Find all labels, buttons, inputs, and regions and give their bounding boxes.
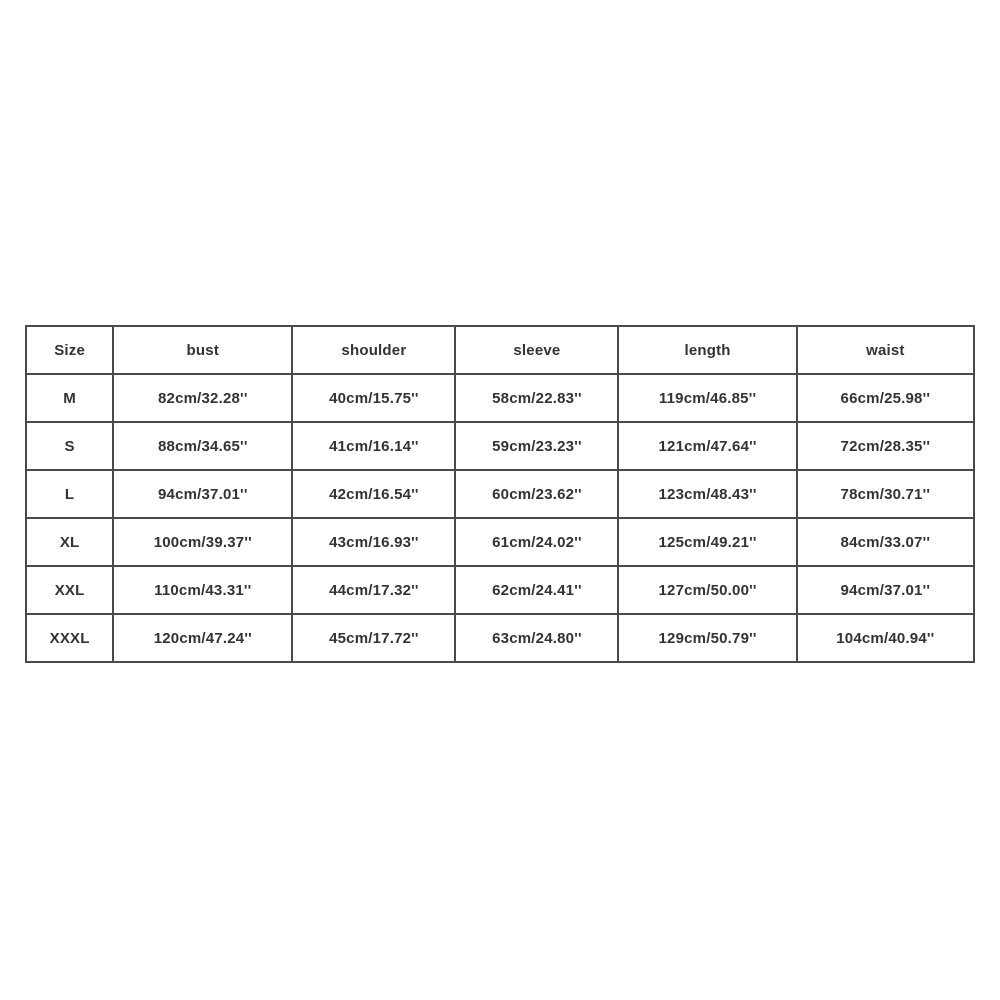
table-cell: 82cm/32.28'' bbox=[113, 374, 292, 422]
table-cell: 104cm/40.94'' bbox=[797, 614, 974, 662]
table-cell: 58cm/22.83'' bbox=[455, 374, 618, 422]
table-cell: 84cm/33.07'' bbox=[797, 518, 974, 566]
table-cell: 72cm/28.35'' bbox=[797, 422, 974, 470]
table-cell: 63cm/24.80'' bbox=[455, 614, 618, 662]
header-cell-bust: bust bbox=[113, 326, 292, 374]
table-row-l bbox=[26, 470, 974, 518]
header-cell-waist: waist bbox=[797, 326, 974, 374]
header-cell-sleeve: sleeve bbox=[455, 326, 618, 374]
table-cell: 119cm/46.85'' bbox=[618, 374, 796, 422]
table-cell: 129cm/50.79'' bbox=[618, 614, 796, 662]
row-label: S bbox=[26, 422, 113, 470]
table-cell: 78cm/30.71'' bbox=[797, 470, 974, 518]
table-cell: 59cm/23.23'' bbox=[455, 422, 618, 470]
table-row-s bbox=[26, 422, 974, 470]
row-label: XXL bbox=[26, 566, 113, 614]
table-row-xl bbox=[26, 518, 974, 566]
table-cell: 42cm/16.54'' bbox=[292, 470, 455, 518]
table-cell: 94cm/37.01'' bbox=[113, 470, 292, 518]
table-cell: 62cm/24.41'' bbox=[455, 566, 618, 614]
table-cell: 40cm/15.75'' bbox=[292, 374, 455, 422]
table-cell: 123cm/48.43'' bbox=[618, 470, 796, 518]
table-row-m bbox=[26, 374, 974, 422]
table-cell: 120cm/47.24'' bbox=[113, 614, 292, 662]
row-label: M bbox=[26, 374, 113, 422]
size-chart-table bbox=[25, 325, 975, 663]
table-cell: 66cm/25.98'' bbox=[797, 374, 974, 422]
header-cell-shoulder: shoulder bbox=[292, 326, 455, 374]
table-cell: 41cm/16.14'' bbox=[292, 422, 455, 470]
size-chart bbox=[25, 325, 975, 663]
table-cell: 60cm/23.62'' bbox=[455, 470, 618, 518]
table-cell: 94cm/37.01'' bbox=[797, 566, 974, 614]
row-label: XXXL bbox=[26, 614, 113, 662]
table-cell: 110cm/43.31'' bbox=[113, 566, 292, 614]
header-cell-length: length bbox=[618, 326, 796, 374]
table-row-xxxl bbox=[26, 614, 974, 662]
table-cell: 127cm/50.00'' bbox=[618, 566, 796, 614]
table-cell: 44cm/17.32'' bbox=[292, 566, 455, 614]
table-cell: 121cm/47.64'' bbox=[618, 422, 796, 470]
header-row bbox=[26, 326, 974, 374]
row-label: L bbox=[26, 470, 113, 518]
header-cell-size: Size bbox=[26, 326, 113, 374]
table-row-xxl bbox=[26, 566, 974, 614]
table-cell: 45cm/17.72'' bbox=[292, 614, 455, 662]
table-cell: 125cm/49.21'' bbox=[618, 518, 796, 566]
table-cell: 43cm/16.93'' bbox=[292, 518, 455, 566]
table-cell: 88cm/34.65'' bbox=[113, 422, 292, 470]
table-cell: 61cm/24.02'' bbox=[455, 518, 618, 566]
row-label: XL bbox=[26, 518, 113, 566]
table-cell: 100cm/39.37'' bbox=[113, 518, 292, 566]
